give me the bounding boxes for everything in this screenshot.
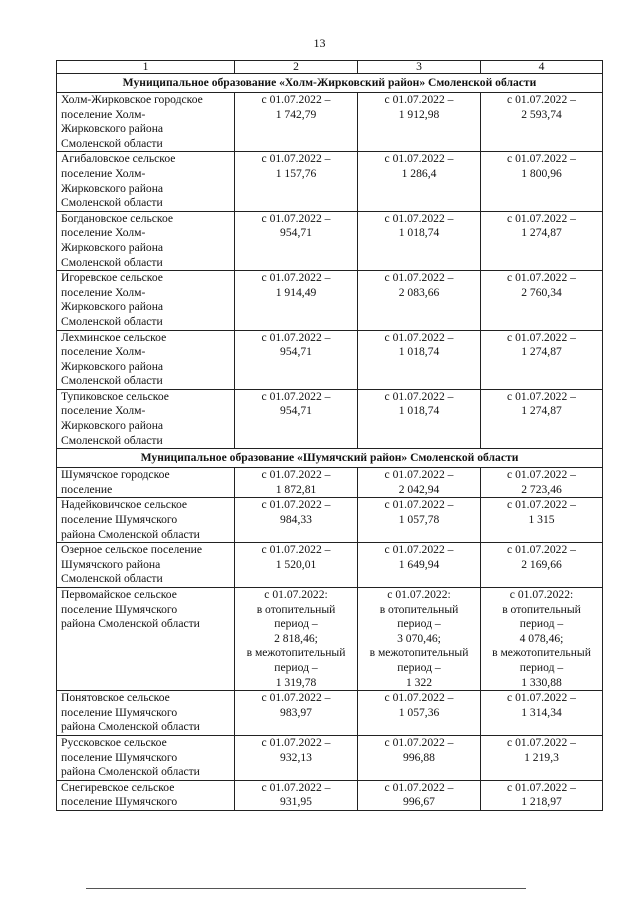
cell-line: 954,71 <box>280 345 312 359</box>
cell-line: 1 742,79 <box>275 107 317 121</box>
cell-line: поселение <box>61 482 113 496</box>
cell-line: с 01.07.2022 – <box>507 543 576 557</box>
tariff-cell-col2 <box>235 211 358 270</box>
cell-line: района Смоленской области <box>61 765 200 779</box>
cell-line: поселение Шумячского <box>61 602 178 616</box>
cell-line: поселение Холм- <box>61 404 146 418</box>
cell-line: 1 520,01 <box>275 557 317 571</box>
cell-line: поселение Холм- <box>61 107 146 121</box>
section-title: Муниципальное образование «Шумячский район» Смоленской области <box>57 449 603 468</box>
cell-line: в отопительный <box>256 602 336 616</box>
cell-line: поселение Холм- <box>61 345 146 359</box>
table-row <box>57 543 603 588</box>
cell-line: 1 315 <box>528 513 555 527</box>
tariff-cell-col3 <box>358 780 481 810</box>
cell-line: 1 057,78 <box>398 513 440 527</box>
tariff-cell-col4 <box>481 735 603 780</box>
tariff-cell-col2 <box>235 389 358 448</box>
tariff-cell-col4 <box>481 152 603 211</box>
tariff-cell-col3 <box>358 468 481 498</box>
cell-line: района Смоленской области <box>61 617 200 631</box>
table-row <box>57 468 603 498</box>
cell-line: 1 872,81 <box>275 482 317 496</box>
cell-line: поселение Шумячского <box>61 750 178 764</box>
section-header-row <box>57 74 603 93</box>
cell-line: с 01.07.2022 – <box>507 780 576 794</box>
column-number-2: 2 <box>235 61 358 74</box>
cell-line: период – <box>274 617 318 631</box>
settlement-name-cell <box>57 271 235 330</box>
cell-line: с 01.07.2022 – <box>384 330 454 344</box>
cell-line: Жирковского района <box>61 419 164 433</box>
table-row <box>57 152 603 211</box>
cell-line: в межотопительный <box>369 646 469 660</box>
cell-line: с 01.07.2022 – <box>507 211 576 225</box>
tariff-cell-col4 <box>481 543 603 588</box>
tariff-cell-col2 <box>235 691 358 736</box>
cell-line: с 01.07.2022 – <box>384 271 454 285</box>
cell-line: с 01.07.2022: <box>509 588 574 601</box>
cell-line: 932,13 <box>280 750 312 764</box>
cell-line: 1 018,74 <box>398 345 440 359</box>
cell-line: Первомайское сельское <box>61 588 177 601</box>
cell-line: с 01.07.2022 – <box>261 498 331 512</box>
cell-line: 1 274,87 <box>521 404 562 418</box>
cell-line: с 01.07.2022 – <box>507 691 576 705</box>
bottom-divider <box>86 888 526 889</box>
cell-line: Руссковское сельское <box>61 735 167 749</box>
settlement-name-cell <box>57 780 235 810</box>
cell-line: 2 818,46; <box>274 631 318 645</box>
cell-line: с 01.07.2022: <box>264 588 328 601</box>
cell-line: период – <box>397 660 441 674</box>
tariff-cell-col3 <box>358 735 481 780</box>
table-row <box>57 498 603 543</box>
cell-line: 1 322 <box>405 675 433 689</box>
cell-line: Понятовское сельское <box>61 691 170 705</box>
table-row <box>57 93 603 152</box>
tariff-cell-col4 <box>481 780 603 810</box>
cell-line: Смоленской области <box>61 433 163 447</box>
cell-line: с 01.07.2022 – <box>507 498 576 512</box>
cell-line: 931,95 <box>280 795 312 809</box>
cell-line: Лехминское сельское <box>61 330 167 344</box>
tariff-cell-col3 <box>358 588 481 691</box>
table-row <box>57 330 603 389</box>
cell-line: 1 330,88 <box>521 675 562 689</box>
cell-line: 2 169,66 <box>521 557 562 571</box>
table-row <box>57 588 603 691</box>
cell-line: 954,71 <box>280 226 312 240</box>
tariff-cell-col3 <box>358 389 481 448</box>
column-number-3: 3 <box>358 61 481 74</box>
settlement-name-cell <box>57 691 235 736</box>
cell-line: в межотопительный <box>246 646 346 660</box>
settlement-name-cell <box>57 735 235 780</box>
table-row <box>57 211 603 270</box>
tariff-cell-col4 <box>481 330 603 389</box>
cell-line: 1 319,78 <box>275 675 317 689</box>
tariff-cell-col3 <box>358 271 481 330</box>
tariff-cell-col3 <box>358 691 481 736</box>
table-row <box>57 735 603 780</box>
cell-line: Агибаловское сельское <box>61 152 176 166</box>
tariff-cell-col4 <box>481 211 603 270</box>
cell-line: 1 800,96 <box>521 166 562 180</box>
cell-line: поселение Холм- <box>61 285 146 299</box>
cell-line: 984,33 <box>280 513 312 527</box>
cell-line: с 01.07.2022 – <box>261 330 331 344</box>
section-title: Муниципальное образование «Холм-Жирковский район» Смоленской области <box>57 74 603 93</box>
cell-line: с 01.07.2022 – <box>384 93 454 106</box>
cell-line: с 01.07.2022 – <box>261 735 331 749</box>
tariff-cell-col4 <box>481 389 603 448</box>
tariff-cell-col2 <box>235 271 358 330</box>
cell-line: 996,88 <box>403 750 435 764</box>
tariff-cell-col4 <box>481 498 603 543</box>
cell-line: с 01.07.2022 – <box>384 735 454 749</box>
cell-line: в отопительный <box>502 602 581 616</box>
cell-line: с 01.07.2022 – <box>261 468 331 482</box>
section-header-row <box>57 449 603 468</box>
cell-line: 1 274,87 <box>521 226 562 240</box>
cell-line: Смоленской области <box>61 572 163 586</box>
cell-line: Шумячское городское <box>61 468 170 482</box>
cell-line: с 01.07.2022 – <box>261 211 331 225</box>
cell-line: 954,71 <box>280 404 312 418</box>
cell-line: поселение Холм- <box>61 166 146 180</box>
cell-line: с 01.07.2022 – <box>384 468 454 482</box>
cell-line: Смоленской области <box>61 136 163 150</box>
tariff-cell-col2 <box>235 543 358 588</box>
cell-line: с 01.07.2022 – <box>507 735 576 749</box>
cell-line: 996,67 <box>403 795 435 809</box>
settlement-name-cell <box>57 588 235 691</box>
cell-line: период – <box>397 617 441 631</box>
tariff-cell-col4 <box>481 271 603 330</box>
column-number-4: 4 <box>481 61 603 74</box>
cell-line: с 01.07.2022 – <box>261 780 331 794</box>
cell-line: Холм-Жирковское городское <box>61 93 203 106</box>
tariff-cell-col4 <box>481 691 603 736</box>
cell-line: 2 083,66 <box>398 285 440 299</box>
tariff-cell-col2 <box>235 735 358 780</box>
cell-line: Смоленской области <box>61 196 163 210</box>
settlement-name-cell <box>57 211 235 270</box>
cell-line: с 01.07.2022 – <box>261 389 331 403</box>
settlement-name-cell <box>57 389 235 448</box>
settlement-name-cell <box>57 93 235 152</box>
tariff-cell-col3 <box>358 543 481 588</box>
cell-line: 2 042,94 <box>398 482 440 496</box>
tariff-cell-col3 <box>358 93 481 152</box>
cell-line: Тупиковское сельское <box>61 389 169 403</box>
settlement-name-cell <box>57 543 235 588</box>
cell-line: Игоревское сельское <box>61 271 163 285</box>
column-number-1: 1 <box>57 61 235 74</box>
tariff-cell-col2 <box>235 330 358 389</box>
settlement-name-cell <box>57 498 235 543</box>
cell-line: 1 912,98 <box>398 107 440 121</box>
cell-line: 1 057,36 <box>398 705 440 719</box>
table-row <box>57 389 603 448</box>
tariff-cell-col2 <box>235 498 358 543</box>
cell-line: 1 314,34 <box>521 705 562 719</box>
cell-line: 1 157,76 <box>275 166 317 180</box>
cell-line: Смоленской области <box>61 374 163 388</box>
cell-line: 3 070,46; <box>397 631 441 645</box>
table-row <box>57 691 603 736</box>
cell-line: Смоленской области <box>61 255 163 269</box>
cell-line: Богдановское сельское <box>61 211 174 225</box>
cell-line: 2 723,46 <box>521 482 562 496</box>
cell-line: поселение Шумячского <box>61 513 178 527</box>
cell-line: период – <box>519 660 564 674</box>
cell-line: с 01.07.2022 – <box>384 211 454 225</box>
cell-line: района Смоленской области <box>61 720 200 734</box>
cell-line: с 01.07.2022 – <box>384 543 454 557</box>
tariff-cell-col4 <box>481 93 603 152</box>
cell-line: с 01.07.2022 – <box>384 389 454 403</box>
tariff-cell-col2 <box>235 468 358 498</box>
cell-line: 983,97 <box>280 705 312 719</box>
cell-line: поселение Холм- <box>61 226 146 240</box>
cell-line: Шумячского района <box>61 557 161 571</box>
cell-line: поселение Шумячского <box>61 705 178 719</box>
cell-line: с 01.07.2022 – <box>261 271 331 285</box>
tariff-cell-col2 <box>235 152 358 211</box>
tariff-cell-col4 <box>481 468 603 498</box>
cell-line: 1 286,4 <box>401 166 437 180</box>
cell-line: поселение Шумячского <box>61 795 178 809</box>
tariff-cell-col2 <box>235 93 358 152</box>
cell-line: Жирковского района <box>61 359 164 373</box>
tariff-cell-col2 <box>235 780 358 810</box>
cell-line: с 01.07.2022 – <box>507 389 576 403</box>
settlement-name-cell <box>57 468 235 498</box>
cell-line: с 01.07.2022 – <box>261 543 331 557</box>
cell-line: с 01.07.2022 – <box>507 152 576 166</box>
cell-line: с 01.07.2022 – <box>507 330 576 344</box>
table-row <box>57 780 603 810</box>
cell-line: с 01.07.2022 – <box>507 468 576 482</box>
cell-line: 2 593,74 <box>521 107 562 121</box>
cell-line: с 01.07.2022 – <box>384 780 454 794</box>
cell-line: 1 018,74 <box>398 226 440 240</box>
cell-line: 1 649,94 <box>398 557 440 571</box>
cell-line: Надейковичское сельское <box>61 498 188 512</box>
cell-line: Жирковского района <box>61 240 164 254</box>
cell-line: с 01.07.2022 – <box>384 498 454 512</box>
cell-line: в отопительный <box>379 602 459 616</box>
cell-line: период – <box>519 617 564 631</box>
settlement-name-cell <box>57 330 235 389</box>
tariff-cell-col3 <box>358 330 481 389</box>
cell-line: 1 018,74 <box>398 404 440 418</box>
tariff-cell-col4 <box>481 588 603 691</box>
tariff-cell-col3 <box>358 211 481 270</box>
tariff-table-body <box>57 61 603 811</box>
cell-line: 4 078,46; <box>519 631 564 645</box>
cell-line: с 01.07.2022 – <box>261 93 331 106</box>
cell-line: Жирковского района <box>61 300 164 314</box>
cell-line: с 01.07.2022 – <box>384 152 454 166</box>
cell-line: с 01.07.2022 – <box>384 691 454 705</box>
cell-line: Жирковского района <box>61 181 164 195</box>
cell-line: Озерное сельское поселение <box>61 543 202 557</box>
settlement-name-cell <box>57 152 235 211</box>
page-number: 13 <box>313 36 326 50</box>
column-number-row <box>57 61 603 74</box>
cell-line: района Смоленской области <box>61 527 200 541</box>
cell-line: Снегиревское сельское <box>61 780 175 794</box>
cell-line: с 01.07.2022 – <box>507 271 576 285</box>
cell-line: с 01.07.2022 – <box>261 691 331 705</box>
cell-line: с 01.07.2022 – <box>507 93 576 106</box>
cell-line: 1 914,49 <box>275 285 317 299</box>
cell-line: 2 760,34 <box>521 285 562 299</box>
tariff-table <box>56 60 603 811</box>
cell-line: 1 219,3 <box>524 750 559 764</box>
cell-line: в межотопительный <box>492 646 591 660</box>
cell-line: Жирковского района <box>61 122 164 136</box>
tariff-cell-col3 <box>358 152 481 211</box>
cell-line: Смоленской области <box>61 314 163 328</box>
cell-line: с 01.07.2022: <box>387 588 451 601</box>
cell-line: 1 218,97 <box>521 795 562 809</box>
table-row <box>57 271 603 330</box>
cell-line: с 01.07.2022 – <box>261 152 331 166</box>
cell-line: 1 274,87 <box>521 345 562 359</box>
tariff-cell-col2 <box>235 588 358 691</box>
cell-line: период – <box>274 660 318 674</box>
tariff-cell-col3 <box>358 498 481 543</box>
